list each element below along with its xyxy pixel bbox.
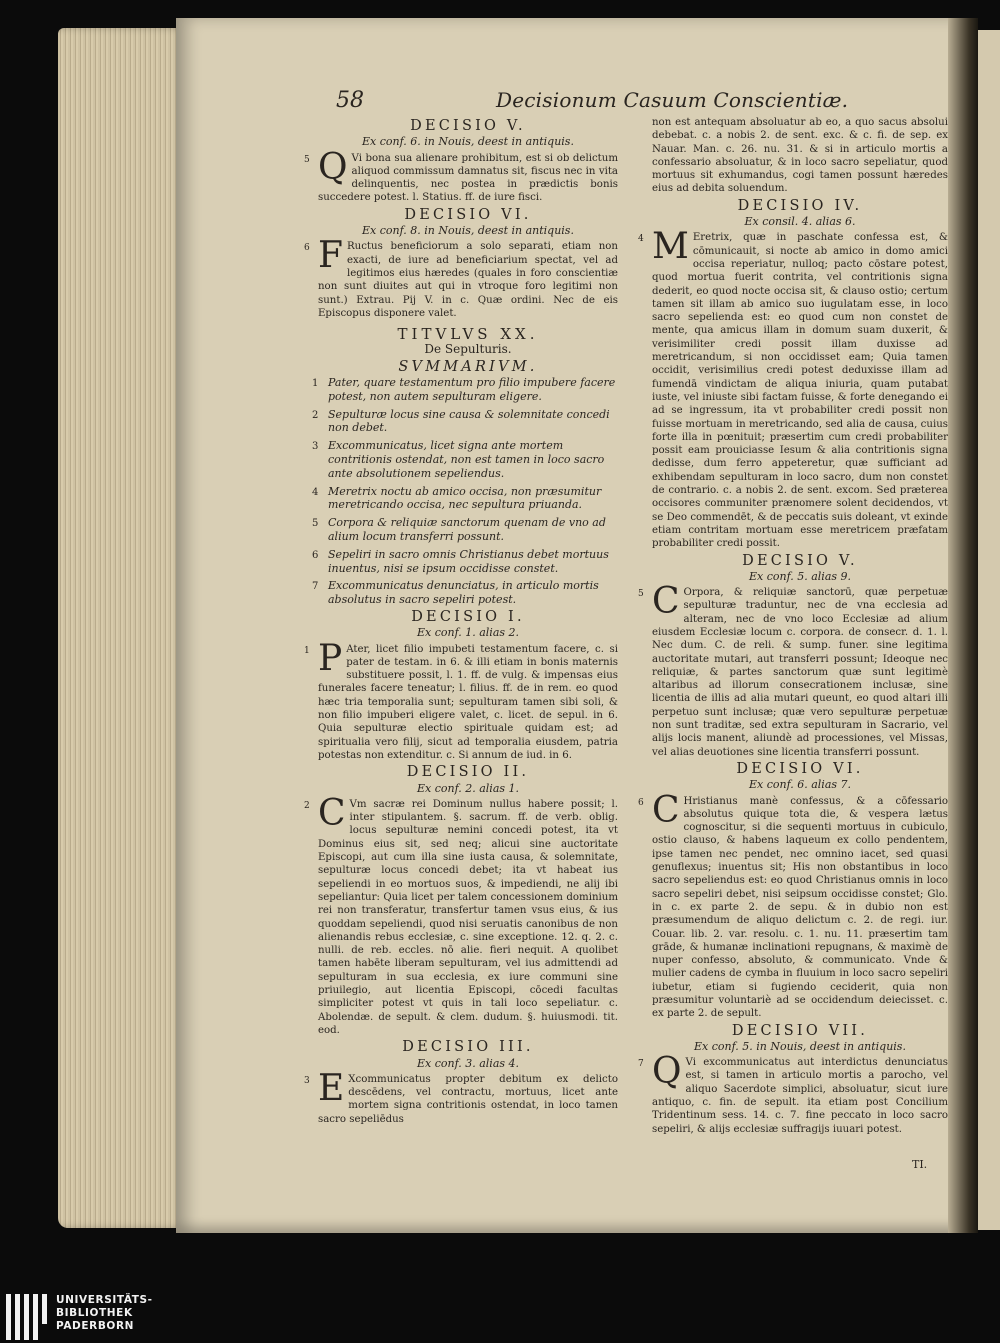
running-head — [336, 88, 966, 118]
decision-source: Ex consil. 4. alias 6. — [744, 215, 856, 229]
book-page-edges — [58, 28, 188, 1228]
decision-source: Ex conf. 6. alias 7. — [748, 778, 852, 792]
paragraph-body: Ater, licet filio impubeti testamentum facere, c. si pater de testam. in 6. & illi etiam in bonis maternis substituere possit, l. 1. ff. de vulg. & impensas eius funerales facere teneatur; l. filius. ff. de in rem. eo quod hæc tria temporalia sunt; sepulturam tamen sibi soli, & non filio impuberi eligere valet, c. licet. de sepul. in 6. Quia sepulturæ electio spirituale quidam est; ad spiritualia vero filij, sicut ad temporalia eiusdem, patria potestas non extenditur. c. Si annum de iud. in 6. — [318, 643, 618, 761]
drop-initial: Q — [318, 146, 348, 188]
summary-heading: SVMMARIVM. — [398, 358, 538, 375]
summary-number: 5 — [312, 518, 319, 530]
summary-text: Sepeliri in sacro omnis Christianus debet mortuus inuentus, nisi se ipsum occidisse constet. — [328, 547, 609, 575]
title-subject: De Sepulturis. — [424, 342, 512, 357]
summary-item — [312, 579, 618, 607]
library-name-line: UNIVERSITÄTS- — [56, 1294, 153, 1306]
decision-source: Ex conf. 3. alias 4. — [416, 1056, 520, 1070]
summary-text: Corpora & reliquiæ sanctorum quenam de vno ad alium locum transferri possunt. — [328, 516, 606, 544]
decision-text — [304, 792, 618, 1037]
decision-source: Ex conf. 2. alias 1. — [416, 781, 520, 795]
paragraph-body: Vi bona sua alienare prohibitum, est si ob delictum aliquod commissum damnatus sit, fiscus nec in vita delinquentis, nec postea in prædictis bonis succedere potest. l. Statius. ff. de iure fisci. — [318, 152, 618, 204]
decision-heading: DECISIO III. — [402, 1039, 534, 1056]
summary-item — [312, 516, 618, 544]
decision-text — [638, 226, 948, 550]
paragraph-number: 6 — [638, 797, 644, 808]
paragraph-number: 7 — [638, 1059, 644, 1070]
library-logo — [0, 1290, 240, 1343]
drop-initial: C — [318, 792, 346, 834]
drop-initial: M — [652, 226, 689, 268]
paragraph-body: Orpora, & reliquiæ sanctorū, quæ perpetuæ sepulturæ traduntur, nec de vna ecclesia ad alteram, nec de vno loco Ecclesiæ ad alium eiusdem Ecclesiæ locum c. corpora. de consecr. d. 1. l. Nec dum. C. de reli. & sump. funer. sine legitima auctoritate mutari, aut transferri possunt; Ideoque nec reliquiæ, & partes sanctorum quæ sunt legitimè altaribus ad illorum consecrationem inclusæ, sine licentia de illis ad alia mutari queunt, eo quod altari illi perpetuo sunt inclusæ; quæ vero sepulturæ perpetuæ non sunt traditæ, sed extra sepulturam in Sacrario, vel alijs locis manent, aliundè ad processiones, vel Missas, vel alias deuotiones sine licentia transferri possunt. — [652, 587, 948, 758]
summary-text: Excommunicatus denunciatus, in articulo mortis absolutus in sacro sepeliri potest. — [328, 579, 599, 607]
drop-initial: F — [318, 235, 343, 277]
right-column — [638, 116, 948, 1140]
paragraph-number: 5 — [638, 589, 644, 600]
decision-text — [638, 789, 948, 1021]
decision-source: Ex conf. 1. alias 2. — [416, 626, 520, 640]
decision-source: Ex conf. 5. in Nouis, deest in antiquis. — [694, 1039, 906, 1053]
paragraph-number: 5 — [304, 154, 310, 165]
decision-source: Ex conf. 6. in Nouis, deest in antiquis. — [362, 135, 574, 149]
drop-initial: P — [318, 637, 343, 679]
decision-heading: DECISIO IV. — [737, 197, 863, 214]
facing-page-edge — [978, 30, 1000, 1230]
paragraph-number: 1 — [304, 645, 310, 656]
decision-heading: DECISIO V. — [742, 552, 858, 569]
page-number: 58 — [336, 88, 364, 113]
summary-number: 7 — [312, 581, 319, 593]
summary-number: 1 — [312, 378, 319, 390]
paragraph-body: Vm sacræ rei Dominum nullus habere possit; l. inter stipulantem. §. sacrum. ff. de verb. oblig. locus sepulturæ nemini concedi potest, ita vt Dominus eius sit, sed neq; alicui sine auctoritate Episcopi, aut cum illa sine iusta causa, & solemnitate, sepulturæ locus concedi debet; ita vt habeat ius sepeliendi in eo mortuos suos, & impediendi, ne alij ibi sepeliantur: Quia licet per talem concessionem dominium rei non transferatur, transfertur tamen vsus eius, & ius quoddam sepeliendi, quod nisi seruatis canonibus de non alienandis rebus ecclesiæ, c. sine exceptione. 12. q. 2. c. nulli. de reb. eccles. nō alie. fieri nequit. A quolibet tamen habēte liberam sepulturam, vel ius admittendi ad sepulturam in sua ecclesia, ex iure communi sine priuilegio, aut licentia Episcopi, cōcedi facultas simpliciter potest vt quis in tali loco sepeliatur. c. Abolendæ. de sepult. & clem. dudum. §. huiusmodi. tit. eod. — [318, 798, 618, 1036]
decision-heading: DECISIO V. — [410, 118, 526, 134]
paragraph-body: Hristianus manè confessus, & a cōfessario absolutus quique tota die, & vespera lætus cognoscitur, si die sequenti mortuus in cubiculo, ostio clauso, & habens laqueum ex collo pendentem, ipse tamen nec pendet, nec omnino iacet, sed quasi genuflexus; inuentus sit; His non obstantibus in loco sacro sepeliendus est: eo quod Christianus omnis in loco sacro sepeliri debet, nisi seipsum occidisse constet; Glo. in c. ex parte 2. de sepu. & in dubio non est præsumendum de aliquo delictum c. 2. de regi. iur. Couar. lib. 2. var. resolu. c. 1. nu. 11. præsertim tam grāde, & humanæ inclinationi repugnans, & maximè de nuper confesso, absoluto, & communicato. Vnde & mulier cadens de cymba in fluuium in loco sacro sepeliri iubetur, etiam si fugiendo ceciderit, quia non præsumitur voluntariè ad se occidendum deiecisset. c. ex parte 2. de sepult. — [652, 795, 948, 1020]
drop-initial: Q — [652, 1051, 682, 1093]
decision-text — [304, 1067, 618, 1126]
summary-number: 4 — [312, 486, 319, 498]
book-gutter — [948, 18, 978, 1233]
drop-initial: E — [318, 1067, 345, 1109]
summary-number: 3 — [312, 441, 319, 453]
library-logo-icon — [6, 1294, 50, 1340]
library-name — [56, 1294, 153, 1333]
decision-source: Ex conf. 8. in Nouis, deest in antiquis. — [362, 224, 574, 238]
summary-text: Excommunicatus, licet signa ante mortem contritionis ostendat, non est tamen in loco sacro ante absolutionem sepeliendus. — [328, 439, 605, 480]
summary-item — [312, 439, 618, 480]
library-name-line: BIBLIOTHEK — [56, 1307, 133, 1319]
summary-number: 6 — [312, 549, 319, 561]
decision-text — [638, 581, 948, 759]
summary-item — [312, 484, 618, 513]
summary-item — [312, 407, 618, 436]
decision-text — [304, 637, 618, 763]
paragraph-number: 2 — [304, 800, 310, 811]
decision-heading: DECISIO VI. — [736, 760, 864, 777]
decision-text — [638, 1051, 948, 1136]
paragraph-number: 4 — [638, 234, 644, 245]
drop-initial: C — [652, 789, 680, 831]
paragraph-body: Xcommunicatus propter debitum ex delicto descēdens, vel contractu, mortuus, licet ante mortem signa contritionis ostendat, in loco tamen sacro sepeliēdus — [318, 1073, 618, 1125]
summary-text: Meretrix noctu ab amico occisa, non præsumitur meretricando occisa, nec sepultura priuanda. — [328, 484, 602, 512]
decision-heading: DECISIO VII. — [731, 1022, 869, 1039]
running-title: Decisionum Casuum Conscientiæ. — [496, 88, 849, 112]
continued-text: non est antequam absoluatur ab eo, a quo sacus absolui debebat. c. a nobis 2. de sent. exc. & c. fi. de sep. ex Nauar. Man. c. 26. nu. 31. & si in articulo mortis a confessario absoluatur, & in loco sacro sepeliatur, quod mortuus sit exhumandus, cogi tamen possunt hæredes eius ad debita soluendum. — [652, 117, 948, 195]
left-column — [304, 116, 618, 1130]
library-name-line: PADERBORN — [56, 1320, 135, 1332]
summary-number: 2 — [312, 409, 319, 421]
decision-text — [304, 146, 618, 205]
decision-text — [304, 235, 618, 320]
paragraph-number: 6 — [304, 243, 310, 254]
drop-initial: C — [652, 581, 680, 623]
decision-heading: DECISIO II. — [406, 764, 530, 781]
paragraph-body: Ructus beneficiorum a solo separati, etiam non exacti, de iure ad beneficiarium spectat, vel ad legitimos eius hæredes (quales in foro conscientiæ non sunt diuites aut qui in vtroque foro legitimi non sunt.) Extrau. Pij V. in c. Quæ ordini. Nec de eis Episcopus disponere valet. — [318, 241, 618, 319]
paragraph-body: Eretrix, quæ in paschate confessa est, & cōmunicauit, si nocte ab amico in domo amici occisa reperiatur, nulloq; pacto cōstare potest, quod mortua fuerit contrita, vel contritionis signa dederit, eo quod nocte occisa sit, & clauso ostio; certum tamen sit illam ab amico suo iugulatam esse, in loco sacro sepelienda est: eo quod cum non constet de mente, qua amicus illam in domum suam duxerit, & verisimiliter credi possit illam duxisse ad meretricandum, si non occidisset eam; Quia tamen occidit, verisimilius credi potest deduxisse illam ad fumendā vindictam de aliqua iniuria, quam putabat iuste, vel iniuste sibi factam fuisse, & forte denegando ei ad se ingressum, ita vt probabiliter credi possit non fuisse mortuam in meretricando, sed alia de causa, cuius forte illa in pœnituit; præsertim cum credi probabiliter possit eam prouiciasse Iesum & alia contritionis signa dedisse, dum ferro appeteretur, quæ sufficiant ad exhibendam sepulturam in loco sacro, dum non constet de contrario. c. a nobis 2. de sent. excom. Sed præterea occisores communiter prænomere solent decidendos, vt se Deo commendēt, & de peccatis suis doleant, vt exinde etiam contritam mortuam esse meretricem præfatam probabiliter credi possit. — [652, 232, 948, 550]
catchword: TI. — [912, 1158, 928, 1171]
decision-heading: DECISIO I. — [411, 609, 525, 625]
paragraph-number: 3 — [304, 1075, 310, 1086]
summary-text: Pater, quare testamentum pro filio impubere facere potest, non autem sepulturam eligere. — [328, 376, 616, 403]
title-heading: TITVLVS XX. — [397, 325, 539, 344]
summary-item — [312, 547, 618, 576]
paragraph-body: Vi excommunicatus aut interdictus denunciatus est, si tamen in articulo mortis a parocho, vel aliquo Sacerdote simplici, absoluatur, sicut iure antiquo, c. fin. de sepult. ita etiam post Concilium Tridentinum sess. 14. c. 7. fine peccato in loco sacro sepeliri, & alijs ecclesiæ suffragijs iuuari potest. — [652, 1057, 948, 1135]
summary-item — [312, 376, 618, 404]
summary-text: Sepulturæ locus sine causa & solemnitate concedi non debet. — [328, 407, 610, 435]
decision-source: Ex conf. 5. alias 9. — [748, 569, 852, 583]
decision-heading: DECISIO VI. — [404, 206, 532, 223]
